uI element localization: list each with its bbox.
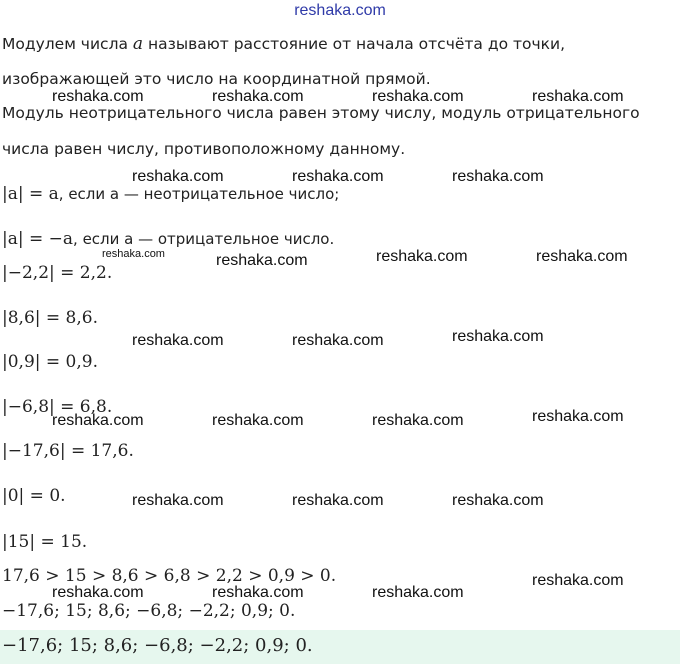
rule-text: , если a — отрицательное число. (73, 230, 335, 248)
watermark: reshaka.com (132, 492, 224, 509)
watermark: reshaka.com (376, 248, 468, 265)
equation-6: |0| = 0. (2, 486, 66, 506)
comparison-line: 17,6 > 15 > 8,6 > 6,8 > 2,2 > 0,9 > 0. (2, 566, 337, 586)
equation-7: |15| = 15. (2, 532, 88, 552)
paragraph-text: Модулем числа (2, 35, 133, 53)
watermark: reshaka.com (102, 248, 165, 260)
equation-1: |−2,2| = 2,2. (2, 263, 113, 283)
answer-text: −17,6; 15; 8,6; −6,8; −2,2; 0,9; 0. (2, 635, 313, 656)
watermark: reshaka.com (52, 88, 144, 105)
watermark: reshaka.com (292, 492, 384, 509)
paragraph-line-4: числа равен числу, противоположному данному. (2, 140, 406, 158)
answer-box (0, 630, 680, 664)
watermark: reshaka.com (452, 168, 544, 185)
equation-5: |−17,6| = 17,6. (2, 441, 134, 461)
watermark: reshaka.com (532, 88, 624, 105)
watermark: reshaka.com (132, 332, 224, 349)
watermark: reshaka.com (372, 88, 464, 105)
watermark: reshaka.com (532, 572, 624, 589)
watermark: reshaka.com (292, 332, 384, 349)
watermark: reshaka.com (132, 168, 224, 185)
site-header[interactable]: reshaka.com (294, 2, 386, 19)
watermark: reshaka.com (532, 408, 624, 425)
watermark: reshaka.com (212, 88, 304, 105)
paragraph-text: называют расстояние от начала отсчёта до точки, (143, 35, 566, 53)
paragraph-line-3: Модуль неотрицательного числа равен этому числу, модуль отрицательного (2, 104, 640, 122)
watermark: reshaka.com (536, 248, 628, 265)
watermark: reshaka.com (372, 584, 464, 601)
watermark: reshaka.com (52, 412, 144, 429)
rule-math: |a| = −a (2, 229, 74, 249)
paragraph-line-2: изображающей это число на координатной прямой. (2, 70, 431, 88)
watermark: reshaka.com (452, 492, 544, 509)
watermark: reshaka.com (292, 168, 384, 185)
sequence-line: −17,6; 15; 8,6; −6,8; −2,2; 0,9; 0. (2, 601, 296, 621)
math-variable: a (132, 34, 144, 54)
rule-negative (2, 229, 334, 249)
watermark: reshaka.com (212, 584, 304, 601)
watermark: reshaka.com (212, 412, 304, 429)
equation-2: |8,6| = 8,6. (2, 308, 98, 328)
equation-3: |0,9| = 0,9. (2, 352, 98, 372)
watermark: reshaka.com (216, 252, 308, 269)
watermark: reshaka.com (452, 328, 544, 345)
watermark: reshaka.com (52, 584, 144, 601)
rule-text: , если a — неотрицательное число; (58, 185, 340, 203)
watermark: reshaka.com (372, 412, 464, 429)
equation-4: |−6,8| = 6,8. (2, 397, 113, 417)
rule-nonnegative (2, 184, 339, 204)
paragraph-line-1 (2, 34, 565, 54)
rule-math: |a| = a (2, 184, 59, 204)
